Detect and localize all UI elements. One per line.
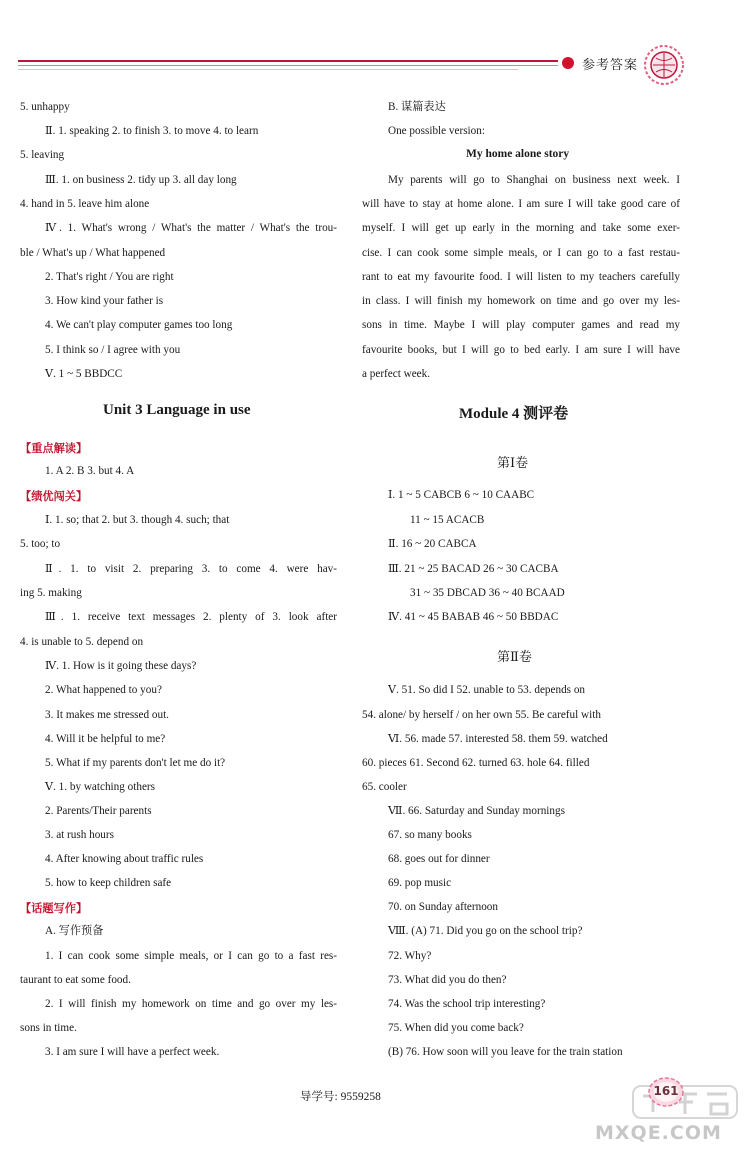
answer-line: (B) 76. How soon will you leave for the train station (388, 1046, 623, 1058)
answer-line: 68. goes out for dinner (388, 853, 490, 865)
answer-line: Ⅴ. 1 ~ 5 BBDCC (45, 368, 123, 380)
answer-line: 74. Was the school trip interesting? (388, 998, 546, 1010)
answer-line: 2. Parents/Their parents (45, 805, 152, 817)
answer-line: 5. unhappy (20, 101, 70, 113)
watermark-text: MXQE.COM (595, 1122, 722, 1144)
answer-line: Ⅳ. 41 ~ 45 BABAB 46 ~ 50 BBDAC (388, 611, 559, 623)
story-title: My home alone story (466, 148, 570, 160)
answer-line: A. 写作预备 (45, 925, 104, 937)
answer-line: Ⅵ. 56. made 57. interested 58. them 59. watched (388, 733, 608, 745)
header-rule-thin (18, 65, 558, 66)
answer-line: 31 ~ 35 DBCAD 36 ~ 40 BCAAD (410, 587, 565, 599)
answer-line: Ⅱ. 1. speaking 2. to finish 3. to move 4. to learn (45, 125, 259, 137)
answer-line: Ⅳ. 1. What's wrong / What's the matter / What's the trou- (45, 222, 337, 234)
page-number-badge (648, 1076, 684, 1108)
answer-line: 69. pop music (388, 877, 452, 889)
answer-line: Ⅱ. 1. to visit 2. preparing 3. to come 4. were hav- (45, 563, 337, 575)
answer-line: 11 ~ 15 ACACB (410, 514, 485, 526)
answer-line: Ⅲ. 1. on business 2. tidy up 3. all day long (45, 174, 237, 186)
answer-line: 4. is unable to 5. depend on (20, 636, 144, 648)
globe-emblem-icon (643, 44, 685, 86)
answer-line: 5. how to keep children safe (45, 877, 172, 889)
answer-line: 65. cooler (362, 781, 407, 793)
answer-line: ing 5. making (20, 587, 82, 599)
volume-heading: 第Ⅱ卷 (497, 649, 532, 664)
header-rule (18, 60, 558, 62)
section-tag: 【绩优闯关】 (20, 490, 88, 503)
answer-line: taurant to eat some food. (20, 974, 131, 986)
story-line: sons in time. Maybe I will play computer games and read my (362, 319, 680, 331)
story-line: favourite books, but I will go to bed early. I am sure I will have (362, 344, 680, 356)
answer-line: 5. leaving (20, 149, 65, 161)
answer-line: Ⅲ. 1. receive text messages 2. plenty of 3. look after (45, 611, 337, 623)
answer-line: 1. A 2. B 3. but 4. A (45, 465, 135, 477)
answer-line: 72. Why? (388, 950, 432, 962)
answer-line: 70. on Sunday afternoon (388, 901, 498, 913)
answer-line: B. 谋篇表达 (388, 101, 446, 113)
answer-line: 73. What did you do then? (388, 974, 507, 986)
answer-line: Ⅳ. 1. How is it going these days? (45, 660, 197, 672)
answer-line: Ⅶ. 66. Saturday and Sunday mornings (388, 805, 565, 817)
story-line: rant to eat my favourite food. I will listen to my teachers carefully (362, 271, 680, 283)
header-dot-icon (562, 57, 574, 69)
story-line: will have to stay at home alone. I am sure I will take good care of (362, 198, 680, 210)
answer-line: 3. at rush hours (45, 829, 114, 841)
answer-line: Ⅰ. 1. so; that 2. but 3. though 4. such; that (45, 514, 230, 526)
answer-line: Ⅲ. 21 ~ 25 BACAD 26 ~ 30 CACBA (388, 563, 559, 575)
answer-line: 4. We can't play computer games too long (45, 319, 233, 331)
answer-line: 75. When did you come back? (388, 1022, 524, 1034)
header-title: 参考答案 (582, 58, 639, 73)
answer-line: Ⅴ. 51. So did I 52. unable to 53. depends on (388, 684, 586, 696)
story-line: in class. I will finish my homework on time and go over my les- (362, 295, 680, 307)
answer-line: Ⅷ. (A) 71. Did you go on the school trip? (388, 925, 583, 937)
answer-line: 2. What happened to you? (45, 684, 162, 696)
answer-line: 4. After knowing about traffic rules (45, 853, 204, 865)
answer-line: ble / What's up / What happened (20, 247, 166, 259)
story-line: myself. I will get up early in the morning and take some exer- (362, 222, 680, 234)
answer-line: 54. alone/ by herself / on her own 55. Be careful with (362, 709, 601, 721)
module-heading: Module 4 测评卷 (459, 406, 569, 422)
answer-line: 3. I am sure I will have a perfect week. (45, 1046, 220, 1058)
answer-line: 60. pieces 61. Second 62. turned 63. hole 64. filled (362, 757, 590, 769)
answer-line: 2. I will finish my homework on time and go over my les- (45, 998, 337, 1010)
answer-line: 4. hand in 5. leave him alone (20, 198, 150, 210)
answer-line: 5. I think so / I agree with you (45, 344, 181, 356)
volume-heading: 第Ⅰ卷 (497, 455, 529, 470)
section-tag: 【重点解读】 (20, 442, 88, 455)
answer-line: 67. so many books (388, 829, 472, 841)
page-header (0, 0, 750, 90)
header-rule-faint (18, 69, 518, 70)
answer-line: Ⅰ. 1 ~ 5 CABCB 6 ~ 10 CAABC (388, 489, 535, 501)
answer-line: Ⅱ. 16 ~ 20 CABCA (388, 538, 477, 550)
story-line: My parents will go to Shanghai on business next week. I (388, 174, 680, 186)
answer-line: 3. How kind your father is (45, 295, 164, 307)
answer-line: sons in time. (20, 1022, 77, 1034)
answer-line: 5. too; to (20, 538, 61, 550)
answer-line: One possible version: (388, 125, 485, 137)
story-line: a perfect week. (362, 368, 431, 380)
page-number: 161 (653, 1084, 679, 1098)
answer-line: 3. It makes me stressed out. (45, 709, 169, 721)
answer-line: 1. I can cook some simple meals, or I can go to a fast res- (45, 950, 337, 962)
answer-line: 5. What if my parents don't let me do it? (45, 757, 226, 769)
answer-line: Ⅴ. 1. by watching others (45, 781, 155, 793)
unit-heading: Unit 3 Language in use (103, 402, 251, 418)
study-code: 导学号: 9559258 (300, 1091, 381, 1103)
story-line: cise. I can cook some simple meals, or I can go to a fast restau- (362, 247, 680, 259)
section-tag: 【话题写作】 (20, 902, 88, 915)
answer-line: 4. Will it be helpful to me? (45, 733, 166, 745)
answer-line: 2. That's right / You are right (45, 271, 174, 283)
